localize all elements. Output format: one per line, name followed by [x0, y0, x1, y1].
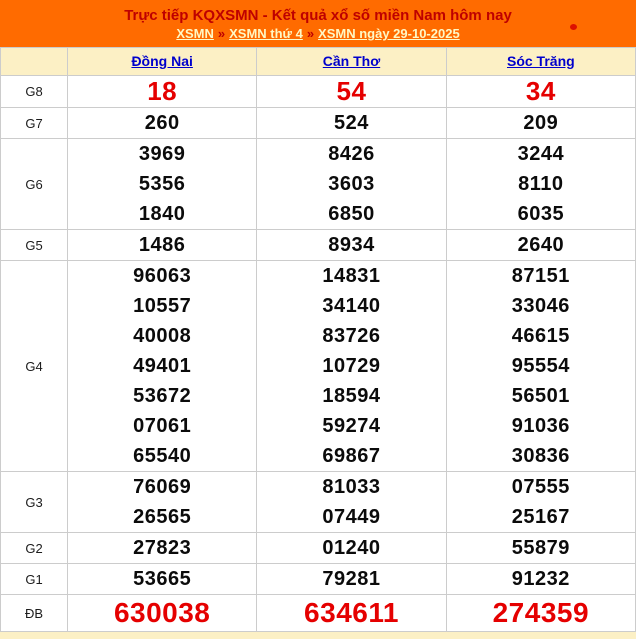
- breadcrumb-separator: »: [306, 26, 315, 41]
- table-header-row: [1, 48, 636, 76]
- prize-value-cell: [446, 261, 635, 472]
- prize-value-cell: [446, 139, 635, 230]
- prize-column-header-empty: [1, 48, 68, 76]
- prize-value-cell: [257, 564, 446, 595]
- prize-value: 91232: [511, 568, 570, 590]
- prize-value: 2640: [517, 234, 565, 256]
- prize-value-cell: [68, 76, 257, 108]
- prize-value: 65540: [133, 445, 192, 467]
- prize-value-cell: [68, 261, 257, 472]
- page-title: Trực tiếp KQXSMN - Kết quả xổ số miền Nam hôm nay: [124, 7, 512, 24]
- prize-value-cell: [446, 76, 635, 108]
- prize-value-cell: [446, 472, 635, 533]
- prize-value: 81033: [322, 476, 381, 498]
- prize-value-cell: [257, 230, 446, 261]
- prize-value: 96063: [133, 265, 192, 287]
- prize-label: G7: [1, 108, 68, 139]
- prize-value: 18594: [322, 385, 381, 407]
- lottery-results-table: [0, 47, 636, 632]
- prize-value: 83726: [322, 325, 381, 347]
- prize-label: G1: [1, 564, 68, 595]
- prize-value: 25167: [511, 506, 570, 528]
- prize-value: 91036: [511, 415, 570, 437]
- prize-value: 5356: [138, 173, 186, 195]
- prize-value-cell: [257, 533, 446, 564]
- prize-value: 260: [144, 112, 180, 134]
- prize-value-cell: [257, 261, 446, 472]
- province-column-header: [257, 48, 446, 76]
- breadcrumb: [0, 25, 636, 42]
- prize-value: 95554: [511, 355, 570, 377]
- prize-row: [1, 108, 636, 139]
- prize-label: G4: [1, 261, 68, 472]
- prize-value: 634611: [304, 597, 399, 628]
- prize-value-cell: [257, 595, 446, 632]
- prize-row: [1, 564, 636, 595]
- prize-value-cell: [68, 472, 257, 533]
- prize-value: 49401: [133, 355, 192, 377]
- prize-value: 76069: [133, 476, 192, 498]
- prize-value: 59274: [322, 415, 381, 437]
- breadcrumb-link[interactable]: XSMN: [176, 26, 214, 41]
- breadcrumb-separator: »: [217, 26, 226, 41]
- prize-value: 6035: [517, 203, 565, 225]
- prize-value: 630038: [113, 597, 211, 628]
- prize-value: 3969: [138, 143, 186, 165]
- prize-label: G6: [1, 139, 68, 230]
- prize-value: 524: [334, 112, 369, 134]
- table-body: [1, 76, 636, 632]
- province-column-header: [68, 48, 257, 76]
- bottom-strip: [0, 632, 636, 639]
- prize-value-cell: [446, 230, 635, 261]
- prize-value: 3603: [328, 173, 375, 195]
- prize-value: 56501: [511, 385, 570, 407]
- prize-value: 10729: [322, 355, 381, 377]
- prize-value: 79281: [322, 568, 381, 590]
- prize-value: 34: [525, 76, 556, 106]
- live-indicator-dot: [570, 24, 577, 30]
- prize-value: 18: [147, 76, 178, 106]
- prize-value: 40008: [133, 325, 192, 347]
- prize-row: [1, 595, 636, 632]
- prize-value: 6850: [328, 203, 375, 225]
- prize-value: 07555: [511, 476, 570, 498]
- prize-value: 07449: [322, 506, 381, 528]
- prize-value: 53665: [133, 568, 192, 590]
- prize-row: [1, 139, 636, 230]
- prize-value-cell: [446, 564, 635, 595]
- prize-row: [1, 261, 636, 472]
- prize-value: 01240: [322, 537, 381, 559]
- prize-value-cell: [68, 139, 257, 230]
- province-link[interactable]: Sóc Trăng: [506, 52, 575, 69]
- prize-label: G8: [1, 76, 68, 108]
- page-header: [0, 0, 636, 47]
- prize-value: 3244: [517, 143, 565, 165]
- prize-value-cell: [68, 564, 257, 595]
- breadcrumb-link[interactable]: XSMN thứ 4: [229, 26, 303, 41]
- prize-value: 27823: [133, 537, 192, 559]
- prize-value: 14831: [322, 265, 381, 287]
- prize-value: 1486: [138, 234, 186, 256]
- breadcrumb-link[interactable]: XSMN ngày 29-10-2025: [318, 26, 460, 41]
- prize-value: 54: [336, 76, 367, 106]
- prize-row: [1, 76, 636, 108]
- province-link[interactable]: Cần Thơ: [322, 52, 381, 69]
- prize-value-cell: [257, 108, 446, 139]
- province-link[interactable]: Đồng Nai: [131, 52, 193, 69]
- prize-value-cell: [257, 76, 446, 108]
- prize-value: 30836: [511, 445, 570, 467]
- prize-value: 55879: [511, 537, 570, 559]
- prize-value: 8426: [328, 143, 375, 165]
- prize-label: G2: [1, 533, 68, 564]
- prize-value: 34140: [322, 295, 381, 317]
- prize-row: [1, 230, 636, 261]
- prize-value: 69867: [322, 445, 381, 467]
- prize-value: 209: [523, 112, 559, 134]
- prize-value: 1840: [138, 203, 186, 225]
- prize-value-cell: [446, 533, 635, 564]
- prize-value: 26565: [133, 506, 192, 528]
- prize-value: 46615: [511, 325, 570, 347]
- prize-row: [1, 533, 636, 564]
- prize-value: 10557: [133, 295, 192, 317]
- prize-value: 8110: [518, 173, 564, 195]
- prize-value: 87151: [511, 265, 570, 287]
- prize-value: 07061: [133, 415, 192, 437]
- prize-value-cell: [446, 108, 635, 139]
- prize-value-cell: [68, 230, 257, 261]
- prize-value-cell: [446, 595, 635, 632]
- prize-value-cell: [68, 533, 257, 564]
- prize-value: 33046: [511, 295, 570, 317]
- prize-value-cell: [68, 595, 257, 632]
- prize-value: 8934: [328, 234, 375, 256]
- prize-value: 53672: [133, 385, 192, 407]
- prize-value: 274359: [492, 597, 590, 628]
- prize-label: G3: [1, 472, 68, 533]
- prize-value-cell: [257, 472, 446, 533]
- prize-value-cell: [68, 108, 257, 139]
- prize-row: [1, 472, 636, 533]
- prize-label: ĐB: [1, 595, 68, 632]
- prize-value-cell: [257, 139, 446, 230]
- prize-label: G5: [1, 230, 68, 261]
- province-column-header: [446, 48, 635, 76]
